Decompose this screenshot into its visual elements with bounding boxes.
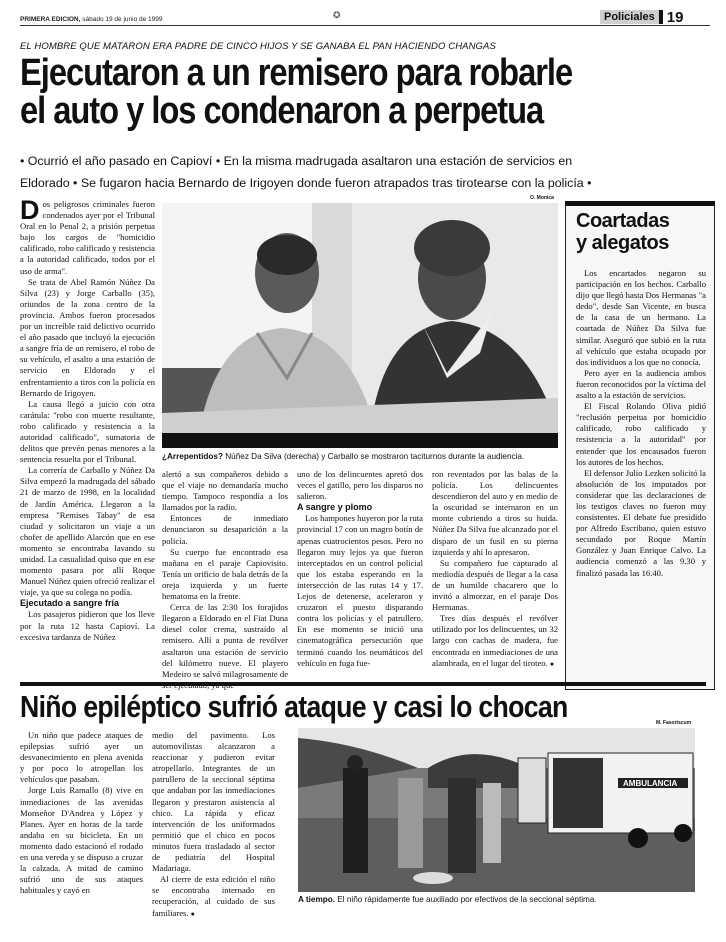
- story1-paragraph: alertó a sus compañeros debido a que el viaje no demandaría mucho tiempo. Tampoco respondía a los llamados por la radio.: [162, 469, 288, 513]
- defendants-photo-icon: [162, 203, 558, 448]
- story1-paragraph: Su compañero fue capturado al mediodía después de llegar a la casa de un humilde chacarero que lo invitó a almorzar, en el paraje Dos Hermanas.: [432, 557, 558, 613]
- story2-photo-credit: M. Fasoriscum: [656, 720, 692, 726]
- story1-paragraph: La correría de Carballo y Núñez Da Silva empezó la madrugada del sábado 21 de marzo de 1998, en la localidad de Jardín América. Llegaron a la empresa "Remises Tabay" de esa ciudad y solicitaron un viaje a un chofer de apellido Alarcón que en ese momento se encontraba lavando su unidad. La casualidad quiso que en ese momento pasara por allí Roque Manuel Núñez quien ofreció realizar el viaje, ya que su colega no podía.: [20, 465, 155, 598]
- story1-column-4: [432, 469, 558, 670]
- story2-headline: Niño epiléptico sufrió ataque y casi lo chocan: [20, 689, 568, 724]
- dropcap: D: [20, 195, 40, 225]
- sidebar-title-line2: y alegatos: [576, 232, 669, 254]
- newspaper-logo-icon: ✪: [333, 11, 341, 21]
- story2-caption-text: El niño rápidamente fue auxiliado por efectivos de la seccional séptima.: [335, 895, 597, 904]
- story2-paragraph: Un niño que padece ataques de epilepsias sufrió ayer un desvanecimiento en plena avenida y por poco lo atropellan los vehículos que pasaban.: [20, 730, 143, 785]
- story2-column-1: [20, 730, 143, 896]
- sidebar-title: [576, 210, 714, 254]
- story1-kicker: EL HOMBRE QUE MATARON ERA PADRE DE CINCO HIJOS Y SE GANABA EL PAN HACIENDO CHANGAS: [20, 41, 496, 52]
- story1-paragraph: Dos peligrosos criminales fueron condenados ayer por el Tribunal Oral en lo Penal 2, a prisión perpetua bajo los cargos de "homicidio calificado, robo calificado y resistencia a la autoridad calificado, todos por el uso de arma".: [20, 195, 155, 276]
- story1-column-1: [20, 195, 155, 643]
- end-mark-icon: ●: [190, 909, 195, 918]
- story1-paragraph: uno de los delincuentes apretó dos veces el gatillo, pero los disparos no salieron.: [297, 469, 423, 502]
- sidebar-paragraph: Los encartados negaron su participación en los hechos. Carballo dijo que llegó hasta Dos Hermanas "a dedo", desde San Vicente, en busca de la casa de un hermano. La coartada de Núñez Da Silva fue similar. Aseguró que subió en la ruta al vehículo que estaba ocupado por dos individuos a los que no conocía.: [576, 268, 706, 367]
- story1-caption-text: Núñez Da Silva (derecha) y Carballo se mostraron taciturnos durante la audiencia.: [222, 452, 525, 461]
- story1-column-3: [297, 469, 423, 669]
- story1-subhead-2: A sangre y plomo: [297, 502, 373, 513]
- story1-photo: [162, 203, 558, 448]
- story2-caption: [298, 895, 597, 904]
- ambulance-label: AMBULANCIA: [623, 779, 678, 788]
- story1-headline: [20, 54, 622, 130]
- story1-deck-line1: • Ocurrió el año pasado en Capioví • En la misma madrugada asaltaron una estación de servicios en: [20, 154, 573, 168]
- story1-paragraph: Los hampones huyeron por la ruta provincial 17 con un magro botín de apenas cuatrocientos pesos. Pero no llegaron muy lejos ya que fueron interceptados en un control policial que los estaba esperando en la intersección de las rutas 14 y 17. Lejos de detenerse, aceleraron y cruzaron el puesto disparando contra los policías y el patrullero. En ese momento se inició una cinematográfica persecución que terminó cuando los neumáticos del vehículo en fuga fue-: [297, 513, 423, 668]
- story1-column-2: [162, 469, 288, 691]
- story1-subhead-1: Ejecutado a sangre fría: [20, 598, 120, 609]
- folio-line: [20, 16, 163, 23]
- story1-paragraph: Los pasajeros pidieron que los lleve por la ruta 12 hasta Capioví. La excesiva tardanza de Núñez: [20, 609, 155, 642]
- sidebar-paragraph: El Fiscal Rolando Oliva pidió "reclusión perpetua por homicidio calificado, robo calificado y resistencia a la autoridad" por entender que los encausados fueron los autores de los hechos.: [576, 401, 706, 467]
- section-divider: [20, 682, 706, 686]
- story1-deck-line2: Eldorado • Se fugaron hacia Bernardo de Irigoyen donde fueron atrapados tras tirotearse con la policía •: [20, 176, 592, 190]
- folio-paper: PRIMERA EDICION,: [20, 16, 81, 23]
- story1-paragraph: La causa llegó a juicio con otra carátula: "robo con muerte resultante, robo calificado y resistencia a la autoridad calificado", sumatoria de delitos que prevén penas menores a la sentencia resuelta por el Tribunal.: [20, 398, 155, 465]
- story1-paragraph: Tres días después el revólver utilizado por los delincuentes, un 32 largo con cachas de madera, fue encontrada en inmediaciones de una alambrada, en el lugar del tiroteo. ●: [432, 613, 558, 668]
- ambulance-scene-photo-icon: [298, 728, 695, 892]
- sidebar-title-line1: Coartadas: [576, 210, 670, 232]
- story1-paragraph: Su cuerpo fue encontrado esa mañana en el paraje Capiovisito. Tenía un orificio de bala detrás de la oreja izquierda y un fuerte hematoma en la frente.: [162, 546, 288, 602]
- folio-date: sábado 19 de junio de 1999: [82, 16, 163, 23]
- story1-paragraph: ron reventados por las balas de la policía. Los delincuentes descendieron del auto y en medio de la oscuridad se internaron en un monte cubriendo a tiros su huida. Núñez Da Silva fue alcanzado por el disparo de un fusil en su pierna izquierda y ahí lo apresaron.: [432, 469, 558, 557]
- story2-photo: [298, 728, 695, 892]
- story1-headline-line2: el auto y los condenaron a perpetua: [20, 90, 544, 132]
- story1-paragraph: Cerca de las 2:30 los forajidos llegaron a Eldorado en el Fiat Duna diesel color crema, sustraído al remisero. Allí a punta de revólver asaltaron una estación de servicio del kilómetro nueve. El playero Medeiro se salvó milagrosamente de: [162, 602, 289, 679]
- story1-headline-line1: Ejecutaron a un remisero para robarle: [20, 52, 573, 94]
- sidebar-body: [576, 268, 706, 579]
- story1-caption: [162, 452, 524, 461]
- story2-column-2: [152, 730, 275, 920]
- story1-paragraph: Entonces de inmediato denunciaron su desaparición a la policía.: [162, 513, 288, 546]
- story2-paragraph: Jorge Luis Ramallo (8) vive en inmediaciones de las avenidas Monseñor D'Andrea y López y Planes. Ayer en horas de la tarde andaba en su bicicleta. En un momento dado estacionó el rodado en una vereda y se dispuso a cruzar la calzada. A mitad de camino sufrió uno de sus ataques habituales y cayó en: [20, 785, 143, 896]
- section-name: Policiales: [600, 10, 663, 24]
- page-number: 19: [666, 8, 684, 26]
- end-mark-icon: ●: [549, 659, 555, 668]
- story1-photo-credit: O. Monica: [530, 195, 554, 201]
- sidebar-paragraph: Pero ayer en la audiencia ambos fueron reconocidos por la víctima del asalto a la estación de servicios.: [576, 367, 706, 401]
- story1-deck: [20, 150, 720, 194]
- section-tag: [600, 9, 683, 25]
- story2-paragraph: Al cierre de esta edición el niño se encontraba internado en recuperación, al cuidado de sus familiares. ●: [152, 874, 275, 918]
- sidebar-paragraph: El defensor Julio Lezken solicitó la absolución de los imputados por considerar que las declaraciones de los testigos claves no fueron muy consistentes. El debate fue presidido por Alfredo Escribano, quien estuvo secundado por Roque Martín González y Juan Enrique Calvo. La audiencia comenzó a las 9.30 y finalizó pasada las 16.40.: [576, 467, 706, 578]
- header-rule: [20, 25, 710, 26]
- story1-paragraph: Se trata de Abel Ramón Núñez Da Silva (23) y Jorge Carballo (35), oriundos de la zona centro de la provincia. Ambos fueron procesados por un increíble raid delictivo ocurrido el año pasado que incluyó la ejecución a sangre fría de un remisero, el robo de su vehículo, el asalto a una estación de servicio en Eldorado y el enfrentamiento a tiros con la policía en Bernardo de Irigoyen.: [20, 276, 155, 398]
- story2-paragraph: medio del pavimento. Los automovilistas alcanzaron a reaccionar y pudieron evitar atropellarlo. Integrantes de un patrullero de la seccional séptima que andaban por las inmediaciones llegaron y prestaron asistencia al chico. La rápida y eficaz intervención de los uniformados permitió que el chico en pocos minutos fuera trasladado al sector de pediatría del Hospital Madariaga.: [152, 730, 275, 874]
- story1-caption-bold: ¿Arrepentidos?: [162, 452, 223, 461]
- story2-caption-bold: A tiempo.: [298, 895, 335, 904]
- sidebar-box: [565, 201, 715, 690]
